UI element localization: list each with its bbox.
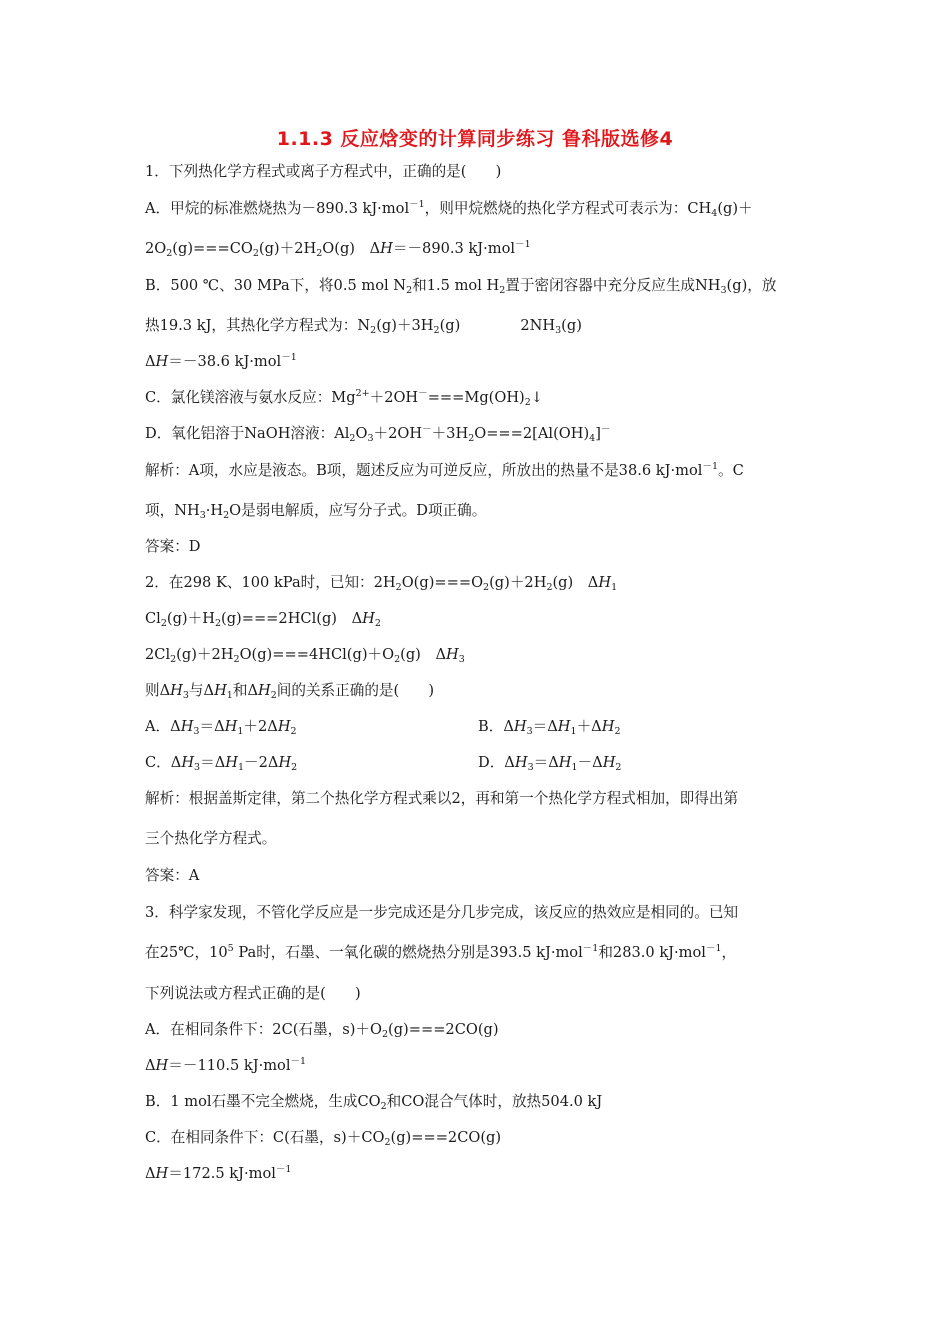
q2-option-a: A．$\Delta H_3=\Delta H_1+2\Delta H_2$	[145, 718, 297, 737]
q1-stem: 1．下列热化学方程式或离子方程式中，正确的是( )	[145, 163, 502, 180]
q3-line2: 在25℃，$10^5$ Pa时，石墨、一氧化碳的燃烧热分别是393.5 kJ·mol$^{-1}$和283.0 kJ·mol$^{-1}$，	[145, 943, 737, 961]
q1-option-c: C．氯化镁溶液与氨水反应：$Mg^{2+}+2OH^-===Mg(OH)_2↓$	[145, 388, 544, 408]
page-title: 1.1.3 反应焓变的计算同步练习 鲁科版选修4	[276, 128, 674, 150]
q3-option-c: C．在相同条件下：C(石墨，$s)+CO_2(g)===2CO(g)$	[145, 1129, 502, 1148]
q2-line1: 2．在298 K、100 kPa时，已知：$2H_2O(g)===O_2(g)+2H_2(g)$ $\Delta H_1$	[145, 574, 618, 593]
q3-question: 下列说法或方程式正确的是( )	[145, 985, 361, 1002]
q3-line1: 3．科学家发现，不管化学反应是一步完成还是分几步完成，该反应的热效应是相同的。已知	[145, 904, 739, 921]
q1-explanation-line1: 解析：A项，水应是液态。B项，题述反应为可逆反应，所放出的热量不是38.6 kJ·mol$^{-1}$。C	[145, 461, 744, 479]
q2-option-d: D．$\Delta H_3=\Delta H_1-\Delta H_2$	[478, 754, 622, 773]
q2-line2: $Cl_2(g)+H_2(g)===2HCl(g)$ $\Delta H_2$	[145, 610, 381, 629]
q3-option-a: A．在相同条件下：2C(石墨，$s)+O_2(g)===2CO(g)$	[145, 1021, 499, 1040]
q1-option-a-line2: $2O_2(g)===CO_2(g)+2H_2O(g)$ ΔH＝－890.3 kJ·mol$^{-1}$	[145, 239, 531, 259]
q3-option-b: B．1 mol石墨不完全燃烧，生成$CO_2$和CO混合气体时，放热504.0 kJ	[145, 1093, 603, 1112]
q2-line3: $2Cl_2(g)+2H_2O(g)===4HCl(g)+O_2(g)$ $\Delta H_3$	[145, 646, 465, 665]
q1-explanation-line2: 项，$NH_3\cdot H_2O$是弱电解质，应写分子式。D项正确。	[145, 502, 487, 521]
q1-option-b-line3: ΔH＝－38.6 kJ·mol$^{-1}$	[145, 352, 297, 370]
q1-option-d: D．氧化铝溶于NaOH溶液：$Al_2O_3+2OH^-+3H_2O===2[Al(OH)_4]^-$	[145, 424, 611, 444]
q2-explanation-line2: 三个热化学方程式。	[145, 830, 277, 847]
q1-answer: 答案：D	[145, 538, 201, 555]
q1-option-b-line2: 热19.3 kJ，其热化学方程式为：$N_2(g)+3H_2(g)$ $2NH_3(g)$	[145, 317, 582, 336]
q2-explanation-line1: 解析：根据盖斯定律，第二个热化学方程式乘以2，再和第一个热化学方程式相加，即得出第	[145, 790, 739, 807]
q2-option-c: C．$\Delta H_3=\Delta H_1-2\Delta H_2$	[145, 754, 298, 773]
q2-option-b: B．$\Delta H_3=\Delta H_1+\Delta H_2$	[478, 718, 621, 737]
q1-option-a-line1: A．甲烷的标准燃烧热为－890.3 kJ·mol$^{-1}$，则甲烷燃烧的热化学方程式可表示为：$CH_4(g)+$	[145, 199, 753, 219]
q1-option-b-line1: B．500 ℃、30 MPa下，将0.5 mol $N_2$和1.5 mol $H_2$置于密闭容器中充分反应生成$NH_3(g)$，放	[145, 277, 777, 296]
q2-question: 则$\Delta H_3$与$\Delta H_1$和$\Delta H_2$间的关系正确的是( )	[145, 682, 435, 701]
q2-answer: 答案：A	[145, 867, 200, 884]
q3-option-c-dh: ΔH＝172.5 kJ·mol$^{-1}$	[145, 1164, 292, 1182]
q3-option-a-dh: ΔH＝－110.5 kJ·mol$^{-1}$	[145, 1056, 307, 1074]
